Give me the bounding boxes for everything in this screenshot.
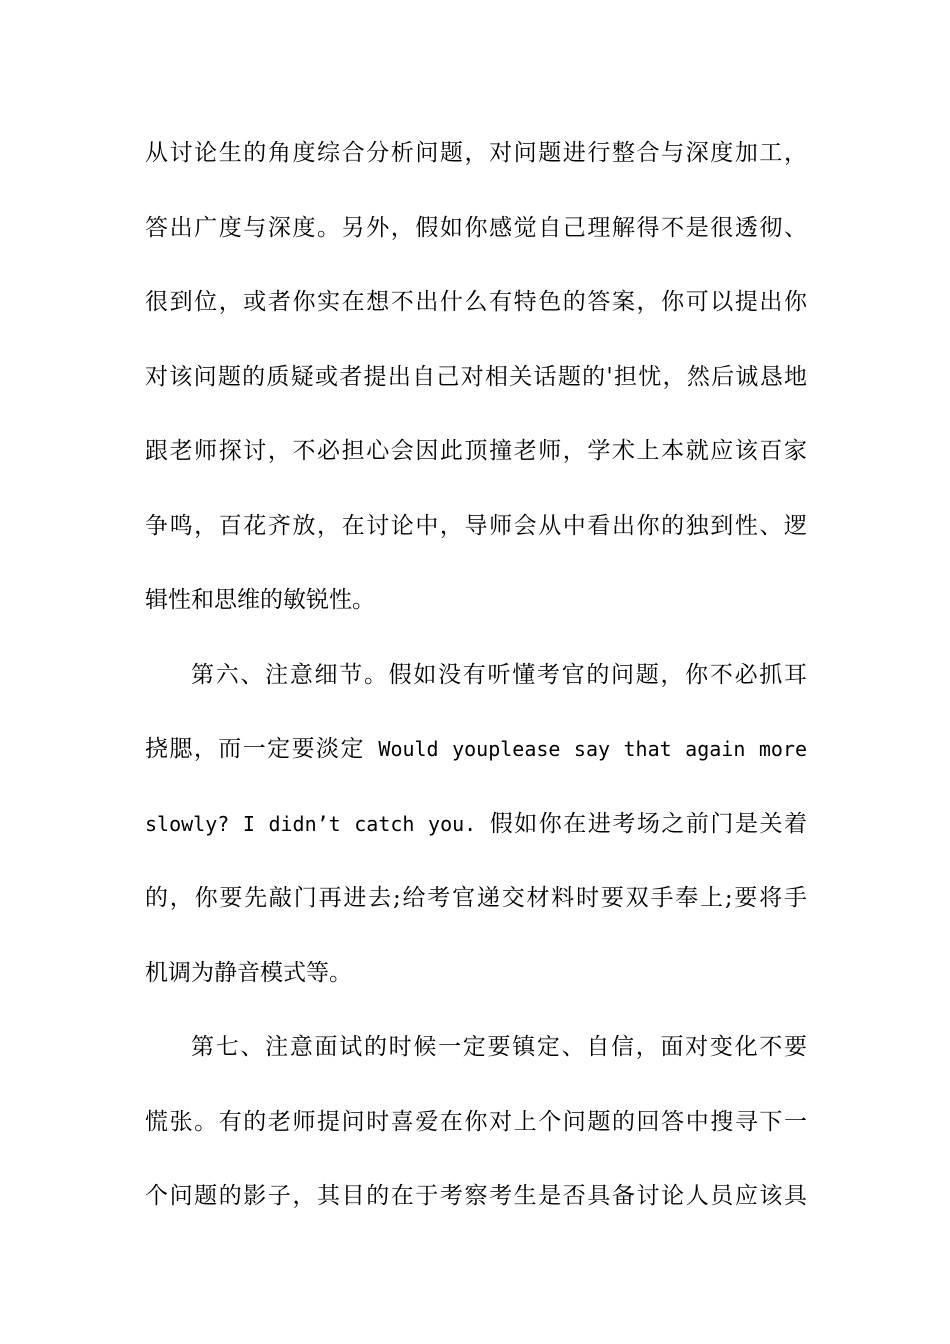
paragraph-stay-calm: [145, 1022, 807, 1246]
text-line: 答出广度与深度。另外，假如你感觉自己理解得不是很透彻、: [145, 214, 807, 241]
text-line: 跟老师探讨，不必担心会因此顶撞老师，学术上本就应该百家: [145, 438, 807, 464]
text-line: 机调为静音模式等。: [145, 959, 352, 986]
text-line: 争鸣，百花齐放，在讨论中，导师会从中看出你的独到性、逻: [145, 512, 807, 539]
document-body: [145, 128, 807, 1246]
text-line: 的，你要先敲门再进去;给考官递交材料时要双手奉上;要将手: [145, 885, 807, 911]
text-line: 对该问题的质疑或者提出自己对相关话题的'担忧，然后诚恳地: [145, 363, 807, 390]
text-line: 挠腮，而一定要淡定 Would youplease say that again more: [145, 736, 808, 762]
text-line: 第七、注意面试的时候一定要镇定、自信，面对变化不要: [191, 1034, 807, 1060]
text-line: 个问题的影子，其目的在于考察考生是否具备讨论人员应该具: [145, 1183, 807, 1209]
text-line: 慌张。有的老师提问时喜爱在你对上个问题的回答中搜寻下一: [145, 1108, 807, 1135]
text-line: 辑性和思维的敏锐性。: [145, 587, 375, 613]
text-line: slowly? I didn’t catch you. 假如你在进考场之前门是关着: [145, 810, 807, 837]
text-line: 从讨论生的角度综合分析问题，对问题进行整合与深度加工，: [145, 140, 807, 166]
text-line: 很到位，或者你实在想不出什么有特色的答案，你可以提出你: [145, 289, 807, 315]
paragraph-research-discussion: [145, 128, 807, 650]
paragraph-attention-to-detail: [145, 650, 807, 1023]
text-line: 第六、注意细节。假如没有听懂考官的问题，你不必抓耳: [191, 661, 807, 688]
